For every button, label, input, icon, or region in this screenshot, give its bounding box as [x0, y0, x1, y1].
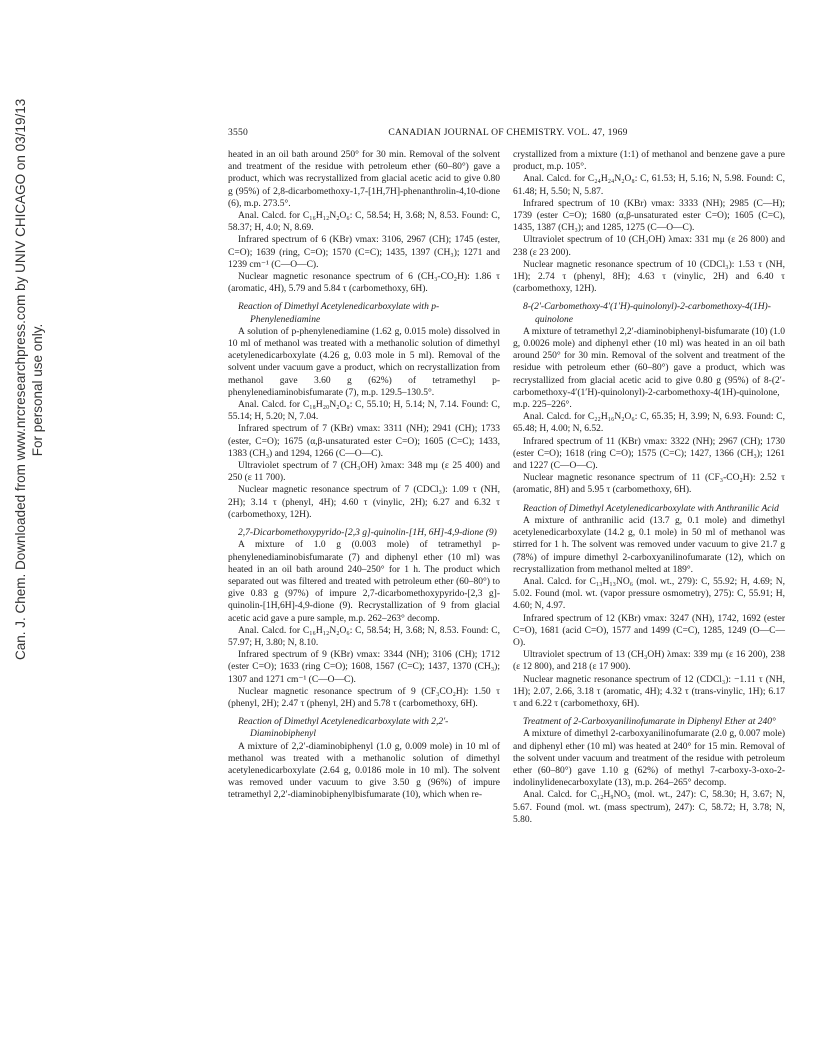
journal-title: CANADIAN JOURNAL OF CHEMISTRY. VOL. 47, 1969	[388, 127, 628, 138]
paragraph: Nuclear magnetic resonance spectrum of 12 (CDCl₃): −1.11 τ (NH, 1H); 2.07, 2.66, 3.18 τ (aromatic, 4H); 4.32 τ (trans-vinylic, 1H); 6.17 τ and 6.22 τ (carbomethoxy, 6H).	[513, 674, 785, 709]
running-header	[228, 126, 788, 140]
paragraph: Anal. Calcd. for C₁₂H₉NO₅ (mol. wt., 247): C, 58.30; H, 3.67; N, 5.67. Found (mol. wt. (mass spectrum), 247): C, 58.72; H, 3.78; N, 5.80.	[513, 790, 785, 825]
paragraph: Infrared spectrum of 7 (KBr) νmax: 3311 (NH); 2941 (CH); 1733 (ester, C=O); 1675 (α,β-unsaturated ester C=O); 1605 (C=C); 1433, 1383 (CH₃) and 1294, 1266 (C—O—C).	[228, 424, 500, 459]
paragraph: Nuclear magnetic resonance spectrum of 9 (CF₃CO₂H): 1.50 τ (phenyl, 2H); 2.47 τ (phenyl, 2H) and 5.78 τ (carbomethoxy, 6H).	[228, 686, 500, 709]
paragraph: Infrared spectrum of 10 (KBr) νmax: 3333 (NH); 2985 (C—H); 1739 (ester C=O); 1680 (α,β-unsaturated ester C=O); 1605 (C=C), 1435, 1387 (CH₃); and 1285, 1275 (C—O—C).	[513, 198, 785, 234]
paragraph: Anal. Calcd. for C₁₈H₂₀N₂O₈: C, 55.10; H, 5.14; N, 7.14. Found: C, 55.14; H, 5.20; N, 7.04.	[228, 400, 500, 423]
right-column	[513, 149, 785, 826]
paragraph: A mixture of tetramethyl 2,2′-diaminobiphenyl-bisfumarate (10) (1.0 g, 0.0026 mole) and diphenyl ether (10 ml) was heated in an oil bath around 250° for 30 min. Removal of the solvent and treatment of the residue with petroleum ether (60–80°) gave a product, which was recrystallized from glacial acetic acid to give 0.80 g (95%) of 8-(2′-carbomethoxy-4′(1′H)-quinolonyl)-2-carbomethoxy-4(1H)-quinolone, m.p. 225–226°.	[513, 326, 785, 411]
paragraph: Nuclear magnetic resonance spectrum of 7 (CDCl₃): 1.09 τ (NH, 2H); 3.14 τ (phenyl, 4H); 4.60 τ (vinylic, 2H); 6.27 and 6.32 τ (carbomethoxy, 12H).	[228, 485, 500, 520]
section-heading: 8-(2′-Carbomethoxy-4′(1′H)-quinolonyl)-2-carbomethoxy-4(1H)-quinolone	[523, 302, 771, 325]
left-column	[228, 149, 500, 802]
paragraph: Ultraviolet spectrum of 10 (CH₃OH) λmax: 331 mμ (ε 26 800) and 238 (ε 23 200).	[513, 235, 785, 258]
paragraph: Anal. Calcd. for C₁₆H₁₂N₂O₆: C, 58.54; H, 3.68; N, 8.53. Found: C, 58.37; H, 4.0; N, 8.69.	[228, 211, 500, 234]
paragraph: heated in an oil bath around 250° for 30 min. Removal of the solvent and treatment of the residue with petroleum ether (60–80°) gave a product, which was recrystallized from glacial acetic acid to give 0.80 g (95%) of 2,8-dicarbomethoxy-1,7-[1H,7H]-phenanthrolin-4,10-dione (6), m.p. 273.5°.	[228, 150, 500, 209]
paragraph: Infrared spectrum of 6 (KBr) νmax: 3106, 2967 (CH); 1745 (ester, C=O); 1639 (ring, C=O); 1570 (C=C); 1435, 1397 (CH₃); 1271 and 1239 cm⁻¹ (C—O—C).	[228, 235, 500, 270]
section-heading: Reaction of Dimethyl Acetylenedicarboxylate with Anthranilic Acid	[523, 503, 779, 514]
paragraph: Infrared spectrum of 11 (KBr) νmax: 3322 (NH); 2967 (CH); 1730 (ester C=O); 1618 (ring C=O); 1575 (C=C); 1427, 1366 (CH₃); 1261 and 1227 (C—O—C).	[513, 436, 785, 472]
paragraph: A mixture of 1.0 g (0.003 mole) of tetramethyl p-phenylenediaminobisfumarate (7) and diphenyl ether (10 ml) was heated in an oil bath around 240–250° for 1 h. The product which separated out was filtered and treated with petroleum ether (60–80°) to give 0.83 g (97%) of impure 2,7-dicarbomethoxypyrido-[2,3 g]-quinolin-[1H,6H]-4,9-dione (9). Recrystallization of 9 from glacial acetic acid gave a pure sample, m.p. 262–263° decomp.	[228, 540, 500, 624]
page-number: 3550	[228, 127, 248, 138]
section-heading: Reaction of Dimethyl Acetylenedicarboxylate with p-Phenylenediamine	[238, 302, 440, 325]
paragraph: Ultraviolet spectrum of 13 (CH₃OH) λmax: 339 mμ (ε 16 200), 238 (ε 12 800), and 218 (ε 17 900).	[513, 650, 785, 673]
section-heading: 2,7-Dicarbomethoxypyrido-[2,3 g]-quinolin-[1H, 6H]-4,9-dione (9)	[238, 528, 497, 539]
paragraph: crystallized from a mixture (1:1) of methanol and benzene gave a pure product, m.p. 105°.	[513, 150, 785, 173]
paragraph: A mixture of anthranilic acid (13.7 g, 0.1 mole) and dimethyl acetylenedicarboxylate (14.2 g, 0.1 mole) in 50 ml of methanol was stirred for 1 h. The solvent was removed under vacuum to give 21.7 g (78%) of impure dimethyl 2-carboxyanilinofumarate (12), which on recrystallization from methanol melted at 189°.	[513, 515, 785, 575]
paragraph: A solution of p-phenylenediamine (1.62 g, 0.015 mole) dissolved in 10 ml of methanol was treated with a methanolic solution of dimethyl acetylenedicarboxylate (4.26 g, 0.03 mole in 5 ml). Removal of the solvent under vacuum gave a product, which on recrystallization from methanol gave 3.60 g (62%) of tetramethyl p-phenylenediaminobisfumarate (7), m.p. 129.5–130.5°.	[228, 326, 500, 398]
watermark-line-2: For personal use only.	[30, 323, 45, 457]
paragraph: A mixture of dimethyl 2-carboxyanilinofumarate (2.0 g, 0.007 mole) and diphenyl ether (10 ml) was heated at 240° for 15 min. Removal of the solvent under vacuum and treatment of the residue with petroleum ether (60–80°) gave 1.10 g (62%) of methyl 7-carboxy-3-oxo-2-indolinylidenecarboxylate (13), m.p. 264–265° decomp.	[513, 729, 785, 789]
paragraph: Nuclear magnetic resonance spectrum of 6 (CH₃-CO₂H): 1.86 τ (aromatic, 4H), 5.79 and 5.84 τ (carbomethoxy, 6H).	[228, 272, 500, 295]
paragraph: Infrared spectrum of 12 (KBr) νmax: 3247 (NH), 1742, 1692 (ester C=O), 1681 (acid C=O), 1577 and 1499 (C=C), 1285, 1249 (O—C—O).	[513, 613, 785, 648]
paragraph: A mixture of 2,2′-diaminobiphenyl (1.0 g, 0.009 mole) in 10 ml of methanol was treated with a methanolic solution of dimethyl acetylenedicarboxylate (2.64 g, 0.0186 mole in 10 ml). The solvent was removed under vacuum to give 3.50 g (96%) of impure tetramethyl 2,2′-diaminobiphenylbisfumarate (10), which when re-	[228, 741, 500, 801]
paragraph: Anal. Calcd. for C₁₆H₁₂N₂O₆: C, 58.54; H, 3.68; N, 8.53. Found: C, 57.97; H, 3.80; N, 8.10.	[228, 625, 500, 648]
paragraph: Anal. Calcd. for C₂₂H₁₆N₂O₆: C, 65.35; H, 3.99; N, 6.93. Found: C, 65.48; H, 4.00; N, 6.52.	[513, 412, 785, 435]
download-watermark	[12, 98, 50, 660]
paragraph: Nuclear magnetic resonance spectrum of 10 (CDCl₃): 1.53 τ (NH, 1H); 2.74 τ (phenyl, 8H); 4.63 τ (vinylic, 2H) and 6.40 τ (carbomethoxy, 12H).	[513, 259, 785, 295]
paragraph: Anal. Calcd. for C₂₄H₂₄N₂O₈: C, 61.53; H, 5.16; N, 5.98. Found: C, 61.48; H, 5.50; N, 5.87.	[513, 174, 785, 197]
watermark-line-1: Can. J. Chem. Downloaded from www.nrcresearchpress.com by UNIV CHICAGO on 03/19/13	[13, 98, 28, 660]
paragraph: Ultraviolet spectrum of 7 (CH₃OH) λmax: 348 mμ (ε 25 400) and 250 (ε 11 700).	[228, 461, 500, 484]
section-heading: Reaction of Dimethyl Acetylenedicarboxylate with 2,2′-Diaminobiphenyl	[238, 717, 449, 740]
paragraph: Anal. Calcd. for C₁₃H₁₃NO₆ (mol. wt., 279): C, 55.92; H, 4.69; N, 5.02. Found (mol. wt. (vapor pressure osmometry), 275): C, 55.91; H, 4.60; N, 4.97.	[513, 576, 785, 612]
section-heading: Treatment of 2-Carboxyanilinofumarate in Diphenyl Ether at 240°	[523, 717, 776, 728]
paragraph: Infrared spectrum of 9 (KBr) νmax: 3344 (NH); 3106 (CH); 1712 (ester C=O); 1633 (ring C=O); 1608, 1567 (C=C); 1437, 1370 (CH₃); 1307 and 1271 cm⁻¹ (C—O—C).	[228, 650, 500, 685]
paragraph: Nuclear magnetic resonance spectrum of 11 (CF₃-CO₂H): 2.52 τ (aromatic, 8H) and 5.95 τ (carbomethoxy, 6H).	[513, 473, 785, 496]
